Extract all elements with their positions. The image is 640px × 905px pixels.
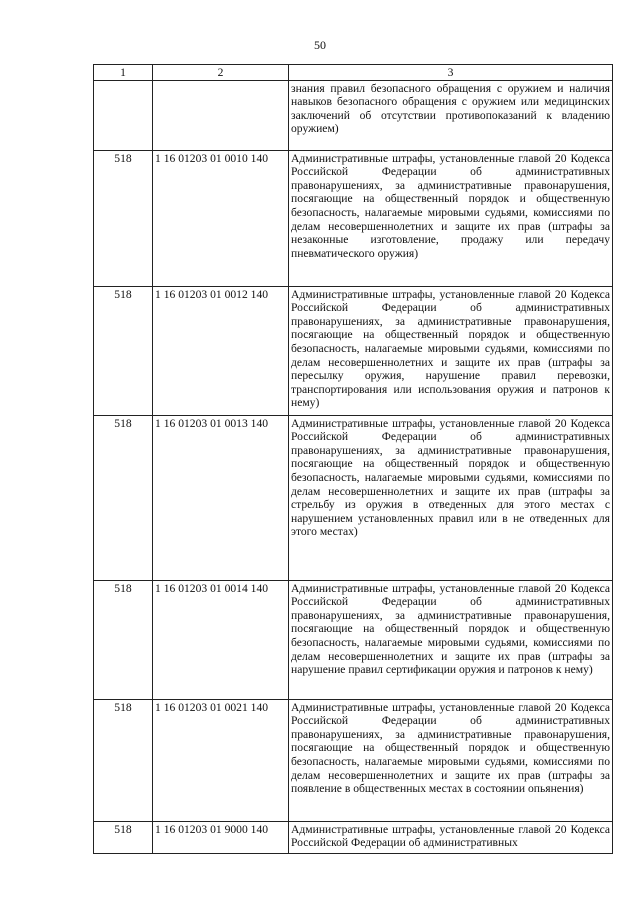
row-number: 518 [94,580,153,699]
row-number: 518 [94,415,153,580]
row-description: Административные штрафы, установленные главой 20 Кодекса Российской Федерации об административных правонарушениях, за административные правонарушения, посягающие на общественный порядок и общественную безопасность, налагаемые мировыми судьями, комиссиями по делам несовершеннолетних и защите их прав (штрафы за нарушение правил сертификации оружия и патронов к нему) [289,580,613,699]
row-code: 1 16 01203 01 0010 140 [153,150,289,286]
row-number [94,80,153,150]
column-header-3: 3 [289,65,613,81]
row-code: 1 16 01203 01 0013 140 [153,415,289,580]
table-row [94,699,613,821]
row-description: Административные штрафы, установленные главой 20 Кодекса Российской Федерации об административных правонарушениях, за административные правонарушения, посягающие на общественный порядок и общественную безопасность, налагаемые мировыми судьями, комиссиями по делам несовершеннолетних и защите их прав (штрафы за пересылку оружия, нарушение правил перевозки, транспортирования или использования оружия и патронов к нему) [289,286,613,415]
page-number: 50 [314,38,326,52]
row-description: знания правил безопасного обращения с оружием и наличия навыков безопасного обращения с оружием или медицинских заключений об отсутствии противопоказаний к владению оружием) [289,80,613,150]
row-code [153,80,289,150]
row-number: 518 [94,821,153,853]
row-code: 1 16 01203 01 0012 140 [153,286,289,415]
table-header-row [94,65,613,81]
row-number: 518 [94,150,153,286]
column-header-1: 1 [94,65,153,81]
row-number: 518 [94,286,153,415]
column-header-2: 2 [153,65,289,81]
row-code: 1 16 01203 01 0021 140 [153,699,289,821]
budget-codes-table [93,64,613,854]
row-code: 1 16 01203 01 9000 140 [153,821,289,853]
row-description: Административные штрафы, установленные главой 20 Кодекса Российской Федерации об административных правонарушениях, за административные правонарушения, посягающие на общественный порядок и общественную безопасность, налагаемые мировыми судьями, комиссиями по делам несовершеннолетних и защите их прав (штрафы за стрельбу из оружия в отведенных для этого местах с нарушением установленных правил или в не отведенных для этого местах) [289,415,613,580]
row-number: 518 [94,699,153,821]
table-row [94,821,613,853]
row-description: Административные штрафы, установленные главой 20 Кодекса Российской Федерации об административных правонарушениях, за административные правонарушения, посягающие на общественный порядок и общественную безопасность, налагаемые мировыми судьями, комиссиями по делам несовершеннолетних и защите их прав (штрафы за незаконные изготовление, продажу или передачу пневматического оружия) [289,150,613,286]
table-row [94,150,613,286]
table-row [94,580,613,699]
table-row [94,415,613,580]
row-description: Административные штрафы, установленные главой 20 Кодекса Российской Федерации об административных правонарушениях, за административные правонарушения, посягающие на общественный порядок и общественную безопасность, налагаемые мировыми судьями, комиссиями по делам несовершеннолетних и защите их прав (штрафы за появление в общественных местах в состоянии опьянения) [289,699,613,821]
row-description: Административные штрафы, установленные главой 20 Кодекса Российской Федерации об административных [289,821,613,853]
row-code: 1 16 01203 01 0014 140 [153,580,289,699]
table-row [94,286,613,415]
table-row [94,80,613,150]
